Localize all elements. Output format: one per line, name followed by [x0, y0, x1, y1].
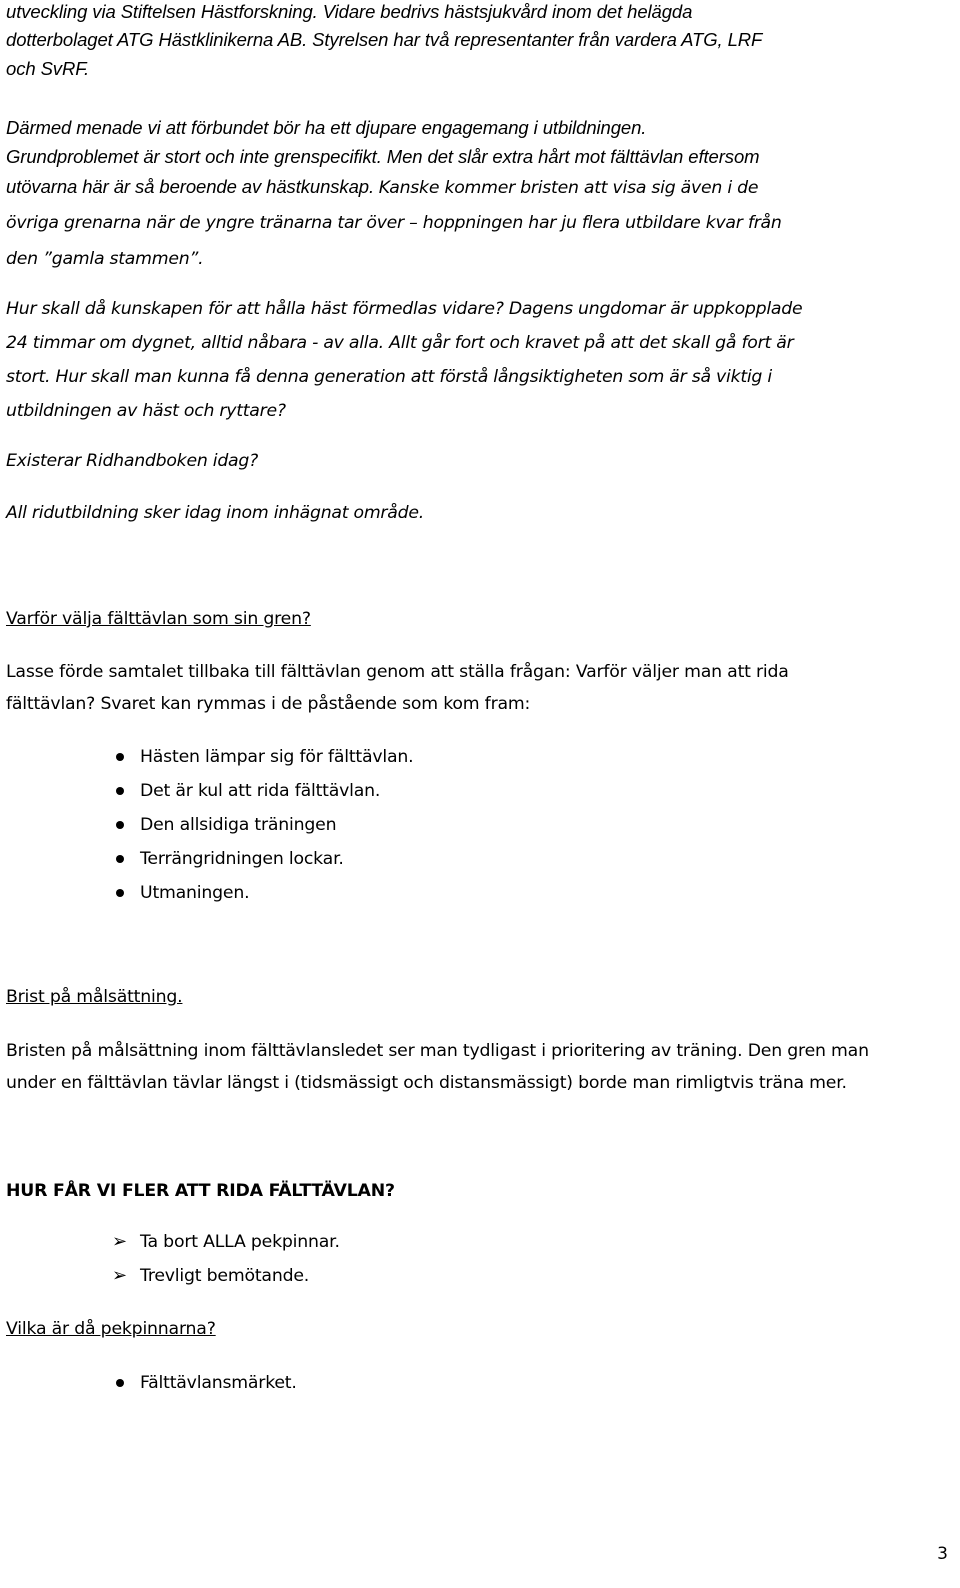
arrow-bullet-icon: ➢ [112, 1231, 127, 1252]
paragraph-fragment: utövarna här är så beroende av hästkunskap. [6, 176, 374, 197]
section-heading: Varför välja fälttävlan som sin gren? [6, 609, 311, 629]
paragraph-line: under en fälttävlan tävlar längst i (tidsmässigt och distansmässigt) borde man rimligtvis träna mer. [6, 1073, 847, 1093]
page-number: 3 [937, 1544, 948, 1564]
paragraph-line: Lasse förde samtalet tillbaka till fälttävlan genom att ställa frågan: Varför väljer man att rida [6, 662, 789, 682]
paragraph-line: Existerar Ridhandboken idag? [6, 451, 259, 471]
paragraph-line: dotterbolaget ATG Hästklinikerna AB. Styrelsen har två representanter från vardera ATG, LRF [6, 29, 763, 50]
paragraph-line: Grundproblemet är stort och inte grenspecifikt. Men det slår extra hårt mot fälttävlan eftersom [6, 146, 760, 167]
paragraph-line: Därmed menade vi att förbundet bör ha ett djupare engagemang i utbildningen. [6, 117, 647, 138]
paragraph-line-mixed [6, 173, 758, 202]
paragraph-line: stort. Hur skall man kunna få denna generation att förstå långsiktigheten som är så viktig i [6, 367, 772, 387]
paragraph-line: och SvRF. [6, 58, 90, 79]
paragraph-line: utbildningen av häst och ryttare? [6, 401, 286, 421]
section-heading: Vilka är då pekpinnarna? [6, 1319, 216, 1339]
paragraph-line: utveckling via Stiftelsen Hästforskning. Vidare bedrivs hästsjukvård inom det helägda [6, 1, 693, 22]
paragraph-fragment: Kanske kommer bristen att visa sig även i de [378, 178, 759, 198]
document-page: utveckling via Stiftelsen Hästforskning. Vidare bedrivs hästsjukvård inom det helägda dotterbolaget ATG Hästklinikerna AB. Styrelsen har två representanter från vardera ATG, LRF och SvRF. Därmed menade vi att förbundet bör ha ett djupare engagemang i utbildningen. Grundproblemet är stort och inte grenspecifikt. Men det slår extra hårt mot fälttävlan eftersom utövarna här är så beroende av hästkunskap. Kanske kommer bristen att visa sig även i de övriga grenarna när de yngre tränarna tar över – hoppningen har ju flera utbildare kvar från den ”gamla stammen”. Hur skall då kunskapen för att hålla häst förmedlas vidare? Dagens ungdomar är uppkopplade 24 timmar om dygnet, alltid nåbara - av alla. Allt går fort och kravet på att det skall gå fort är stort. Hur skall man kunna få denna generation att förstå långsiktigheten som är så viktig i utbildningen av häst och ryttare? Existerar Ridhandboken idag? All ridutbildning sker idag inom inhägnat område. Varför välja fälttävlan som sin gren? Lasse förde samtalet tillbaka till fälttävlan genom att ställa frågan: Varför väljer man att rida fälttävlan? Svaret kan rymmas i de påstående som kom fram: Hästen lämpar sig för fälttävlan. Det är kul att rida fälttävlan. Den allsidiga träningen Terrängridningen lockar. Utmaningen. Brist på målsättning. Bristen på målsättning inom fälttävlansledet ser man tydligast i prioritering av träning. Den gren man under en fälttävlan tävlar längst i (tidsmässigt och distansmässigt) borde man rimligtvis träna mer. HUR FÅR VI FLER ATT RIDA FÄLTTÄVLAN? ➢ Ta bort ALLA pekpinnar. ➢ Trevligt bemötande. Vilka är då pekpinnarna? Fälttävlansmärket. 3 [0, 0, 960, 1588]
paragraph-line: den ”gamla stammen”. [6, 249, 204, 269]
paragraph-line: All ridutbildning sker idag inom inhägnat område. [6, 503, 424, 523]
section-heading: Brist på målsättning. [6, 987, 183, 1007]
section-heading: HUR FÅR VI FLER ATT RIDA FÄLTTÄVLAN? [6, 1181, 395, 1201]
paragraph-line: Hur skall då kunskapen för att hålla häst förmedlas vidare? Dagens ungdomar är uppkopplade [6, 299, 803, 319]
paragraph-line: övriga grenarna när de yngre tränarna tar över – hoppningen har ju flera utbildare kvar från [6, 213, 782, 233]
paragraph-line: Bristen på målsättning inom fälttävlansledet ser man tydligast i prioritering av träning. Den gren man [6, 1041, 869, 1061]
paragraph-line: fälttävlan? Svaret kan rymmas i de påstående som kom fram: [6, 694, 531, 714]
arrow-bullet-icon: ➢ [112, 1265, 127, 1286]
paragraph-line: 24 timmar om dygnet, alltid nåbara - av alla. Allt går fort och kravet på att det skall gå fort är [6, 333, 794, 353]
